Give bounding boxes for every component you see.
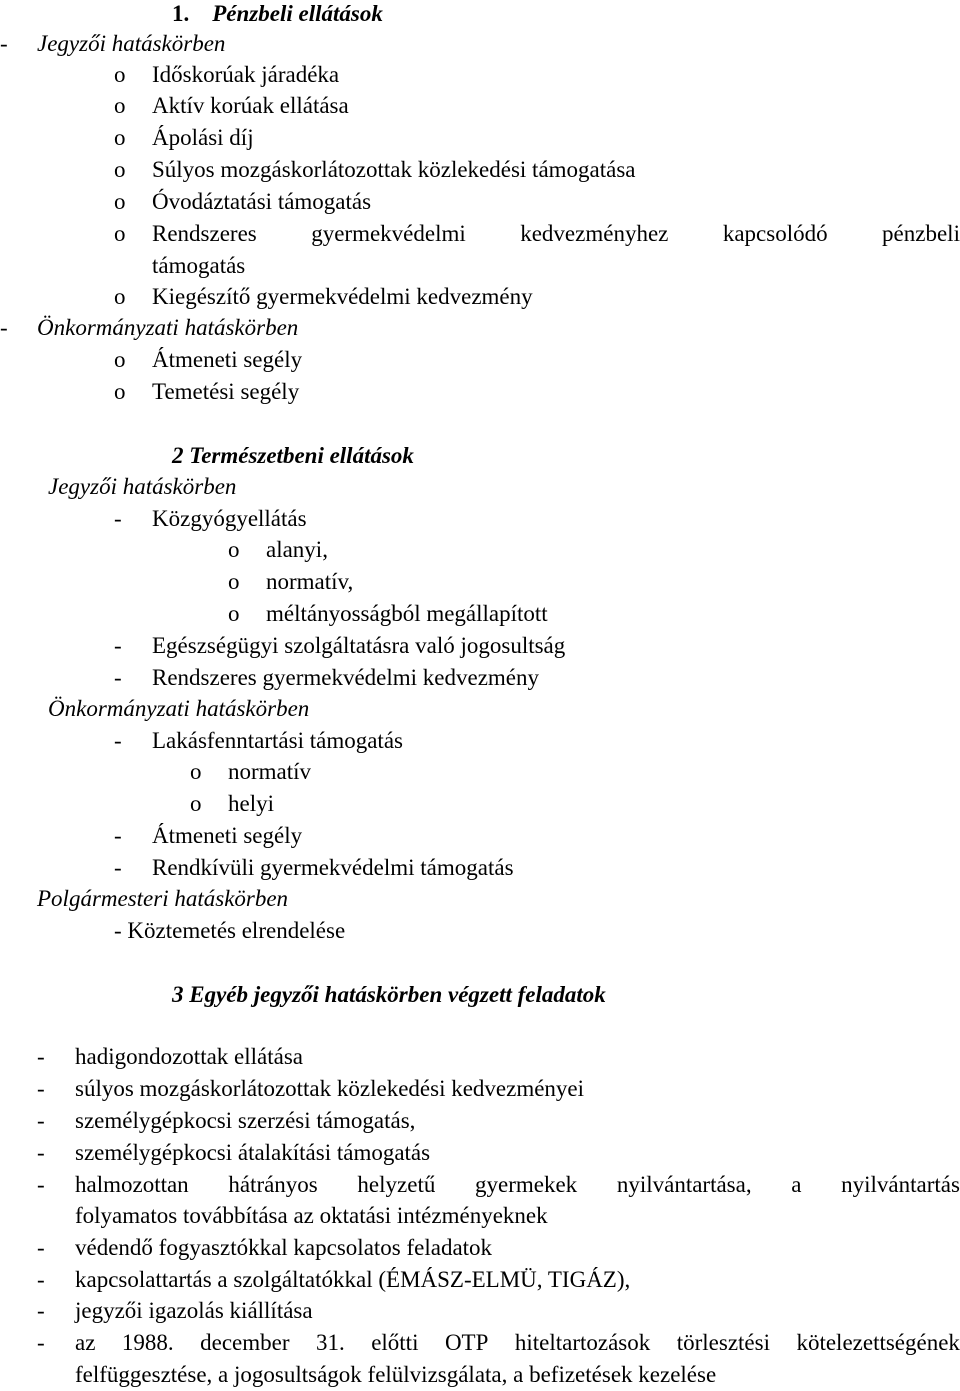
list-item: - Köztemetés elrendelése (114, 918, 346, 943)
bullet-marker: o (190, 759, 202, 784)
group-polgarmesteri: Polgármesteri hatáskörben (37, 886, 289, 911)
list-item-continuation: támogatás (152, 253, 246, 278)
list-item: - Átmeneti segély (114, 823, 303, 848)
dash-marker: - (37, 1330, 45, 1355)
list-item: - Lakásfenntartási támogatás (114, 728, 403, 753)
dash-marker: - (37, 1108, 45, 1133)
group-label: Önkormányzati hatáskörben (37, 315, 299, 340)
bullet-marker: o (114, 125, 126, 150)
list-item: o Súlyos mozgáskorlátozottak közlekedési támogatása (114, 157, 636, 182)
list-item: - Rendkívüli gyermekvédelmi támogatás (114, 855, 514, 880)
dash-marker: - (37, 1172, 45, 1197)
bullet-marker: o (228, 601, 240, 626)
dash-marker: - (37, 1140, 45, 1165)
list-item: o Átmeneti segély (114, 347, 303, 372)
bullet-marker: o (228, 569, 240, 594)
dash-marker: - (0, 315, 8, 340)
list-item: - kapcsolattartás a szolgáltatókkal (ÉMÁSZ-ELMÜ, TIGÁZ), (37, 1267, 631, 1292)
list-item-continuation: folyamatos továbbítása az oktatási intézményeknek (75, 1203, 548, 1228)
bullet-marker: o (228, 537, 240, 562)
bullet-marker: o (190, 791, 202, 816)
dash-marker: - (0, 31, 8, 56)
list-item: - Egészségügyi szolgáltatásra való jogosultság (114, 633, 566, 658)
group-label: Jegyzői hatáskörben (37, 31, 226, 56)
list-subitem: o alanyi, (228, 537, 328, 562)
list-item: o Időskorúak járadéka (114, 62, 340, 87)
bullet-marker: o (114, 379, 126, 404)
list-item: o Temetési segély (114, 379, 300, 404)
dash-marker: - (114, 823, 122, 848)
list-item: - jegyzői igazolás kiállítása (37, 1298, 313, 1323)
dash-marker: - (114, 506, 122, 531)
group-jegyzoi-2: Jegyzői hatáskörben (48, 474, 237, 499)
list-item: o Ápolási díj (114, 125, 254, 150)
group-onkormanyzati-2: Önkormányzati hatáskörben (48, 696, 310, 721)
list-subitem: o helyi (190, 791, 274, 816)
section-2-heading: 2 Természetbeni ellátások (172, 443, 414, 468)
bullet-marker: o (114, 62, 126, 87)
bullet-marker: o (114, 347, 126, 372)
dash-marker: - (114, 728, 122, 753)
group-jegyzoi-1 (0, 30, 225, 58)
list-item-continuation: felfüggesztése, a jogosultságok felülvizsgálata, a befizetések kezelése (75, 1362, 717, 1387)
dash-marker: - (37, 1235, 45, 1260)
section-1-heading (172, 0, 383, 28)
list-item: - súlyos mozgáskorlátozottak közlekedési kedvezményei (37, 1076, 585, 1101)
list-item: - személygépkocsi szerzési támogatás, (37, 1108, 416, 1133)
list-item: - az 1988. december 31. előtti OTP hiteltartozások törlesztési kötelezettségének (37, 1330, 960, 1355)
section-3-heading: 3 Egyéb jegyzői hatáskörben végzett feladatok (172, 982, 606, 1007)
dash-marker: - (37, 1267, 45, 1292)
list-item: - Rendszeres gyermekvédelmi kedvezmény (114, 665, 540, 690)
list-item: - hadigondozottak ellátása (37, 1044, 304, 1069)
list-item: - halmozottan hátrányos helyzetű gyermekek nyilvántartása, a nyilvántartás (37, 1172, 960, 1197)
list-item: o Kiegészítő gyermekvédelmi kedvezmény (114, 284, 533, 309)
dash-marker: - (37, 1298, 45, 1323)
bullet-marker: o (114, 189, 126, 214)
list-item: o Aktív korúak ellátása (114, 93, 349, 118)
list-item: o Óvodáztatási támogatás (114, 189, 372, 214)
list-item: - védendő fogyasztókkal kapcsolatos feladatok (37, 1235, 493, 1260)
list-subitem: o méltányosságból megállapított (228, 601, 548, 626)
dash-marker: - (114, 665, 122, 690)
list-subitem: o normatív, (228, 569, 354, 594)
dash-marker: - (37, 1044, 45, 1069)
section-number: 1. (172, 1, 190, 26)
group-onkormanyzati-1 (0, 314, 298, 342)
dash-marker: - (37, 1076, 45, 1101)
dash-marker: - (114, 855, 122, 880)
list-item: - Közgyógyellátás (114, 506, 307, 531)
list-item: - személygépkocsi átalakítási támogatás (37, 1140, 431, 1165)
section-title: Pénzbeli ellátások (212, 1, 383, 26)
bullet-marker: o (114, 93, 126, 118)
bullet-marker: o (114, 221, 126, 246)
bullet-marker: o (114, 157, 126, 182)
dash-marker: - (114, 633, 122, 658)
bullet-marker: o (114, 284, 126, 309)
list-subitem: o normatív (190, 759, 312, 784)
list-item: o Rendszeres gyermekvédelmi kedvezményhez kapcsolódó pénzbeli (114, 221, 960, 246)
